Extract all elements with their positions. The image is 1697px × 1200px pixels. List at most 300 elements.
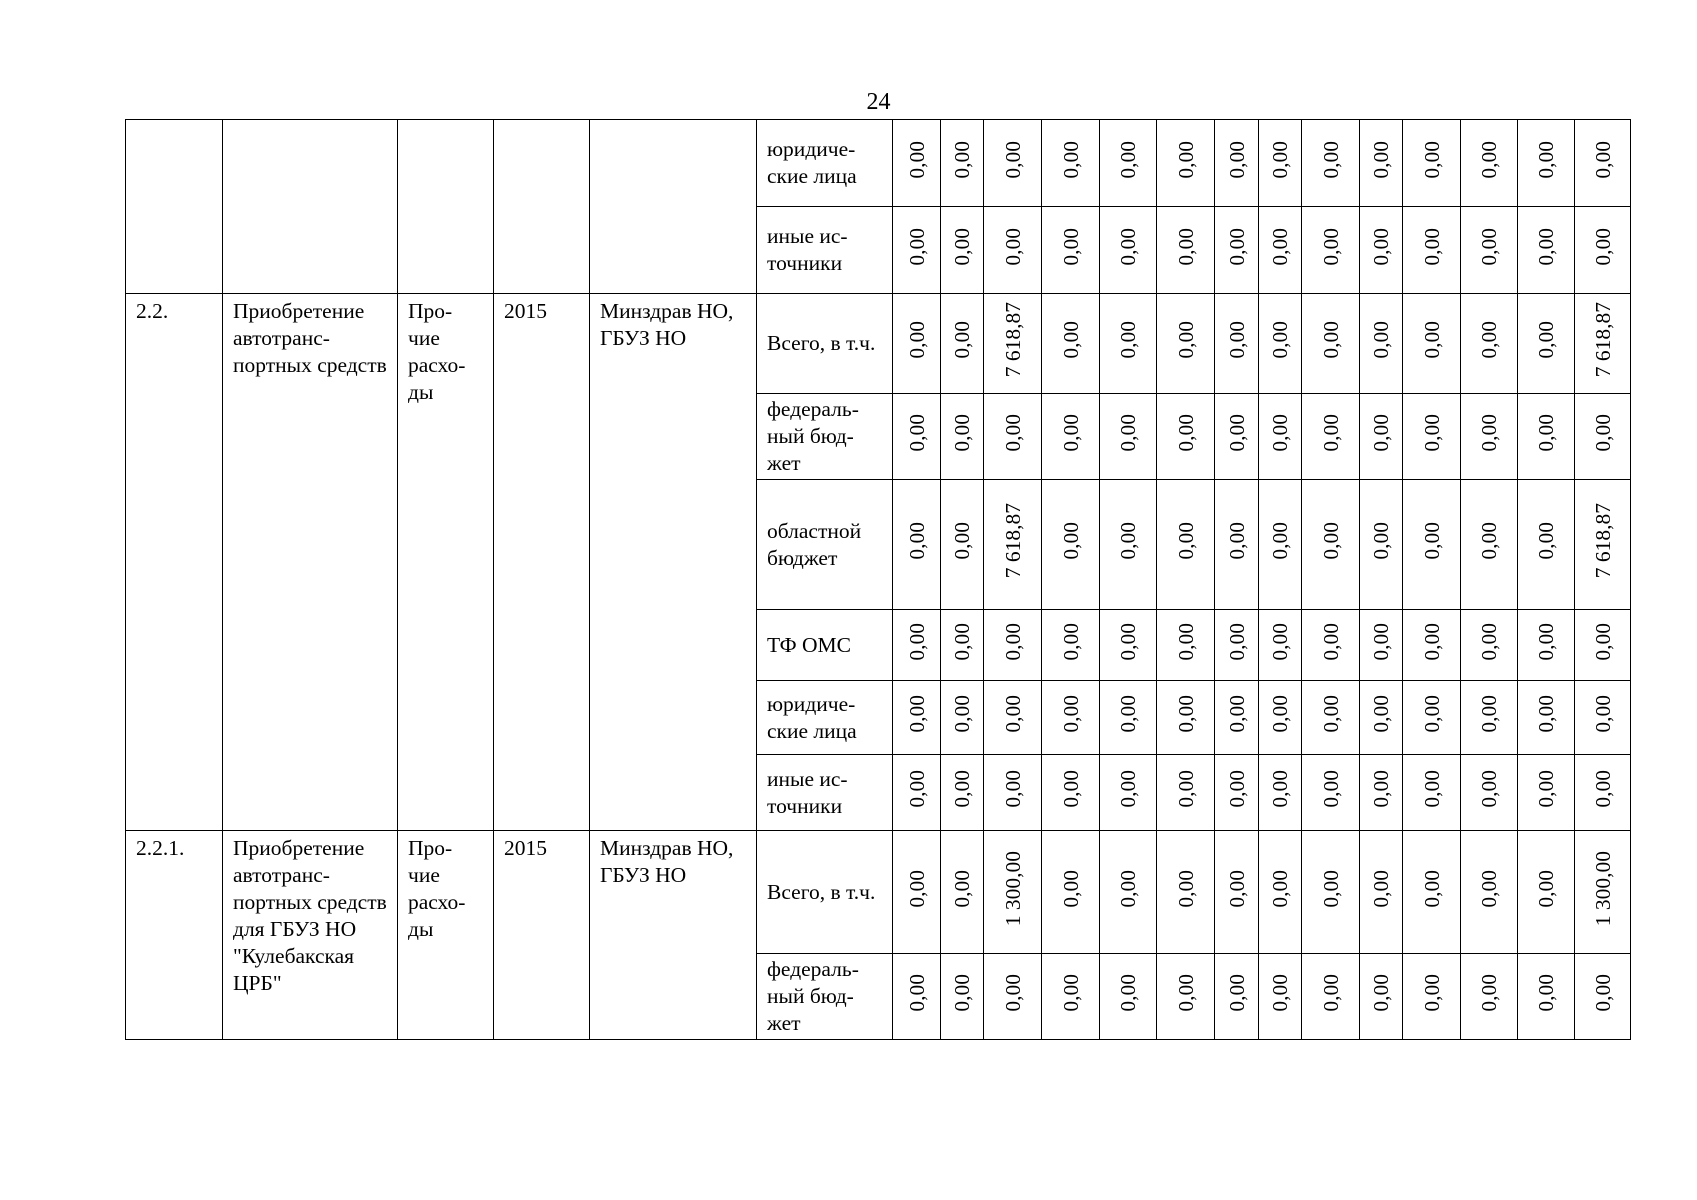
cell-value: [1042, 755, 1100, 831]
value-text: 0,00: [1058, 974, 1083, 1012]
cell-value: [1518, 207, 1575, 294]
cell-value: [1518, 120, 1575, 207]
cell-value: [941, 610, 984, 681]
cell-value: [1157, 610, 1215, 681]
cell-value: [1575, 207, 1631, 294]
value-text: 7 618,87: [1590, 503, 1615, 579]
cell-value: [1157, 120, 1215, 207]
value-text: 0,00: [1173, 695, 1198, 733]
cell-value: [1360, 480, 1403, 610]
value-text: 7 618,87: [1000, 302, 1025, 378]
cell-value: [984, 480, 1042, 610]
cell-value: [1215, 681, 1259, 755]
value-text: 0,00: [950, 140, 974, 179]
value-text: 0,00: [904, 522, 929, 560]
value-text: 0,00: [1173, 227, 1198, 266]
cell-name: Приобретение автотранс-портных средств для ГБУЗ НО "Кулебакская ЦРБ": [223, 831, 398, 1040]
cell-value: [1302, 394, 1360, 480]
value-text: 0,00: [950, 869, 974, 908]
value-text: 0,00: [1534, 974, 1558, 1012]
cell-value: [1360, 294, 1403, 394]
value-text: 0,00: [1369, 622, 1393, 661]
value-text: 0,00: [1268, 974, 1292, 1012]
value-text: 0,00: [1116, 974, 1140, 1012]
cell-value: [1461, 294, 1518, 394]
cell-value: [1518, 294, 1575, 394]
value-text: 0,00: [1268, 869, 1292, 908]
table-row: [126, 120, 1631, 207]
table-body: [126, 120, 1631, 1040]
value-text: 0,00: [1318, 622, 1343, 661]
cell-value: [1215, 120, 1259, 207]
cell-value: [984, 294, 1042, 394]
value-text: 0,00: [1173, 522, 1198, 560]
value-text: 0,00: [1477, 622, 1501, 661]
value-text: 0,00: [950, 321, 974, 359]
cell-value: [1100, 610, 1157, 681]
value-text: 0,00: [1419, 974, 1444, 1012]
value-text: 0,00: [1590, 974, 1615, 1012]
cell-value: [1259, 831, 1302, 954]
cell-value: [1042, 610, 1100, 681]
value-text: 0,00: [1419, 321, 1444, 359]
value-text: 0,00: [1318, 227, 1343, 266]
value-text: 0,00: [1116, 522, 1140, 560]
value-text: 0,00: [950, 770, 974, 808]
cell-value: [893, 831, 941, 954]
cell-value: [1461, 831, 1518, 954]
cell-value: [1215, 954, 1259, 1040]
value-text: 0,00: [1369, 974, 1393, 1012]
cell-value: [1042, 480, 1100, 610]
cell-value: [1215, 610, 1259, 681]
value-text: 0,00: [1224, 227, 1249, 266]
value-text: 0,00: [1268, 522, 1292, 560]
cell-value: [941, 394, 984, 480]
cell-value: [893, 480, 941, 610]
cell-value: [1518, 394, 1575, 480]
cell-value: [1302, 610, 1360, 681]
value-text: 0,00: [950, 622, 974, 661]
cell-funding-source: федераль-ный бюд-жет: [757, 394, 893, 480]
value-text: 0,00: [1058, 869, 1083, 908]
cell-value: [1302, 207, 1360, 294]
cell-value: [1302, 120, 1360, 207]
value-text: 0,00: [1590, 140, 1615, 179]
cell-value: [893, 755, 941, 831]
value-text: 0,00: [1173, 140, 1198, 179]
cell-number: 2.2.1.: [126, 831, 223, 1040]
cell-value: [941, 831, 984, 954]
value-text: 0,00: [1477, 414, 1501, 452]
cell-value: [1403, 480, 1461, 610]
cell-value: [1259, 207, 1302, 294]
cell-value: [1403, 294, 1461, 394]
cell-value: [1259, 294, 1302, 394]
value-text: 0,00: [1116, 227, 1140, 266]
value-text: 0,00: [1477, 695, 1501, 733]
cell-value: [1461, 681, 1518, 755]
value-text: 0,00: [1534, 140, 1558, 179]
value-text: 0,00: [904, 140, 929, 179]
cell-name: [223, 120, 398, 294]
value-text: 0,00: [1369, 321, 1393, 359]
page-number: 24: [866, 89, 891, 115]
value-text: 0,00: [1224, 869, 1249, 908]
cell-executor: [590, 120, 757, 294]
value-text: 0,00: [1116, 695, 1140, 733]
cell-value: [941, 120, 984, 207]
cell-value: [941, 294, 984, 394]
cell-value: [1518, 831, 1575, 954]
value-text: 0,00: [1419, 522, 1444, 560]
cell-name: Приобретение автотранс-портных средств: [223, 294, 398, 831]
cell-value: [984, 954, 1042, 1040]
cell-value: [1100, 294, 1157, 394]
value-text: 0,00: [1318, 414, 1343, 452]
value-text: 0,00: [1173, 321, 1198, 359]
cell-value: [1302, 294, 1360, 394]
cell-funding-source: Всего, в т.ч.: [757, 831, 893, 954]
value-text: 1 300,00: [1590, 850, 1615, 927]
value-text: 0,00: [1173, 869, 1198, 908]
value-text: 0,00: [1534, 869, 1558, 908]
cell-funding-source: иные ис-точники: [757, 207, 893, 294]
value-text: 0,00: [1000, 695, 1025, 733]
value-text: 0,00: [1534, 770, 1558, 808]
value-text: 0,00: [904, 622, 929, 661]
cell-value: [984, 207, 1042, 294]
value-text: 0,00: [1000, 140, 1025, 179]
value-text: 0,00: [1534, 522, 1558, 560]
cell-year: [494, 120, 590, 294]
value-text: 0,00: [904, 869, 929, 908]
value-text: 0,00: [1419, 695, 1444, 733]
cell-value: [1360, 394, 1403, 480]
value-text: 0,00: [1318, 974, 1343, 1012]
cell-value: [1259, 681, 1302, 755]
value-text: 0,00: [1318, 522, 1343, 560]
value-text: 0,00: [1318, 869, 1343, 908]
cell-value: [1575, 294, 1631, 394]
cell-value: [1259, 120, 1302, 207]
cell-value: [1575, 954, 1631, 1040]
cell-number: [126, 120, 223, 294]
value-text: 0,00: [1477, 974, 1501, 1012]
value-text: 0,00: [1590, 414, 1615, 452]
cell-value: [1461, 755, 1518, 831]
value-text: 1 300,00: [1000, 850, 1025, 927]
value-text: 7 618,87: [1000, 503, 1025, 579]
value-text: 0,00: [1318, 140, 1343, 179]
cell-value: [984, 681, 1042, 755]
cell-value: [1157, 394, 1215, 480]
cell-value: [1259, 755, 1302, 831]
value-text: 0,00: [1318, 770, 1343, 808]
value-text: 0,00: [1534, 227, 1558, 266]
value-text: 0,00: [1477, 140, 1501, 179]
value-text: 0,00: [1590, 695, 1615, 733]
value-text: 0,00: [1419, 140, 1444, 179]
value-text: 0,00: [1224, 522, 1249, 560]
cell-value: [893, 681, 941, 755]
cell-value: [1042, 394, 1100, 480]
cell-value: [1518, 755, 1575, 831]
cell-value: [1259, 480, 1302, 610]
cell-value: [1518, 954, 1575, 1040]
value-text: 0,00: [1419, 414, 1444, 452]
cell-value: [1100, 755, 1157, 831]
value-text: 7 618,87: [1590, 302, 1615, 378]
value-text: 0,00: [1173, 414, 1198, 452]
cell-value: [1302, 831, 1360, 954]
value-text: 0,00: [1000, 974, 1025, 1012]
cell-value: [1575, 681, 1631, 755]
value-text: 0,00: [1477, 321, 1501, 359]
value-text: 0,00: [1318, 695, 1343, 733]
value-text: 0,00: [1268, 227, 1292, 266]
cell-funding-source: юридиче-ские лица: [757, 681, 893, 755]
cell-funding-source: ТФ ОМС: [757, 610, 893, 681]
value-text: 0,00: [1000, 622, 1025, 661]
value-text: 0,00: [1000, 227, 1025, 266]
value-text: 0,00: [950, 227, 974, 266]
value-text: 0,00: [950, 974, 974, 1012]
value-text: 0,00: [1224, 414, 1249, 452]
cell-value: [1157, 294, 1215, 394]
cell-value: [1302, 480, 1360, 610]
cell-value: [1100, 120, 1157, 207]
cell-value: [893, 120, 941, 207]
value-text: 0,00: [950, 414, 974, 452]
cell-value: [1100, 394, 1157, 480]
value-text: 0,00: [904, 770, 929, 808]
cell-value: [984, 831, 1042, 954]
cell-year: 2015: [494, 831, 590, 1040]
cell-value: [893, 954, 941, 1040]
cell-funding-source: иные ис-точники: [757, 755, 893, 831]
cell-value: [1042, 120, 1100, 207]
cell-value: [1461, 610, 1518, 681]
cell-value: [1215, 294, 1259, 394]
cell-value: [1403, 755, 1461, 831]
cell-value: [893, 294, 941, 394]
cell-value: [1302, 755, 1360, 831]
cell-value: [1518, 681, 1575, 755]
cell-funding-source: Всего, в т.ч.: [757, 294, 893, 394]
value-text: 0,00: [904, 974, 929, 1012]
cell-value: [1461, 480, 1518, 610]
value-text: 0,00: [1116, 869, 1140, 908]
cell-value: [1157, 954, 1215, 1040]
value-text: 0,00: [1224, 695, 1249, 733]
cell-value: [1100, 480, 1157, 610]
cell-value: [1042, 207, 1100, 294]
cell-value: [1518, 480, 1575, 610]
cell-value: [1215, 394, 1259, 480]
value-text: 0,00: [1058, 770, 1083, 808]
value-text: 0,00: [1058, 622, 1083, 661]
cell-value: [1042, 294, 1100, 394]
value-text: 0,00: [1173, 770, 1198, 808]
cell-value: [1100, 207, 1157, 294]
value-text: 0,00: [1534, 414, 1558, 452]
value-text: 0,00: [1369, 227, 1393, 266]
cell-funding-source: юридиче-ские лица: [757, 120, 893, 207]
cell-value: [1100, 681, 1157, 755]
value-text: 0,00: [950, 522, 974, 560]
cell-value: [941, 954, 984, 1040]
cell-value: [1259, 394, 1302, 480]
value-text: 0,00: [1116, 770, 1140, 808]
cell-value: [941, 755, 984, 831]
value-text: 0,00: [1000, 770, 1025, 808]
value-text: 0,00: [1534, 321, 1558, 359]
cell-value: [1157, 207, 1215, 294]
cell-value: [1360, 954, 1403, 1040]
cell-value: [1575, 480, 1631, 610]
cell-value: [1403, 120, 1461, 207]
value-text: 0,00: [1116, 414, 1140, 452]
cell-value: [1461, 954, 1518, 1040]
cell-value: [1215, 207, 1259, 294]
cell-value: [1042, 954, 1100, 1040]
cell-value: [1157, 831, 1215, 954]
cell-value: [1403, 207, 1461, 294]
value-text: 0,00: [1534, 622, 1558, 661]
value-text: 0,00: [1369, 869, 1393, 908]
cell-value: [1360, 755, 1403, 831]
cell-value: [1403, 610, 1461, 681]
value-text: 0,00: [1224, 974, 1249, 1012]
value-text: 0,00: [1419, 622, 1444, 661]
cell-value: [1042, 681, 1100, 755]
cell-value: [1403, 681, 1461, 755]
value-text: 0,00: [904, 321, 929, 359]
value-text: 0,00: [1477, 869, 1501, 908]
cell-value: [1575, 831, 1631, 954]
cell-value: [1360, 120, 1403, 207]
cell-value: [1518, 610, 1575, 681]
value-text: 0,00: [1534, 695, 1558, 733]
cell-value: [1259, 954, 1302, 1040]
value-text: 0,00: [1058, 140, 1083, 179]
cell-value: [984, 610, 1042, 681]
value-text: 0,00: [1224, 321, 1249, 359]
value-text: 0,00: [1116, 622, 1140, 661]
value-text: 0,00: [1224, 622, 1249, 661]
value-text: 0,00: [1369, 414, 1393, 452]
cell-value: [1215, 755, 1259, 831]
value-text: 0,00: [950, 695, 974, 733]
cell-value: [1042, 831, 1100, 954]
cell-value: [893, 207, 941, 294]
value-text: 0,00: [1369, 695, 1393, 733]
value-text: 0,00: [1268, 622, 1292, 661]
value-text: 0,00: [1369, 770, 1393, 808]
value-text: 0,00: [1058, 695, 1083, 733]
value-text: 0,00: [1268, 414, 1292, 452]
cell-executor: Минздрав НО, ГБУЗ НО: [590, 831, 757, 1040]
cell-type: Про-чие расхо-ды: [398, 831, 494, 1040]
cell-value: [1100, 954, 1157, 1040]
value-text: 0,00: [1369, 522, 1393, 560]
value-text: 0,00: [1268, 770, 1292, 808]
cell-value: [941, 681, 984, 755]
value-text: 0,00: [1419, 227, 1444, 266]
cell-value: [893, 610, 941, 681]
table-row: [126, 831, 1631, 954]
cell-value: [1403, 394, 1461, 480]
value-text: 0,00: [1268, 140, 1292, 179]
cell-funding-source: областной бюджет: [757, 480, 893, 610]
cell-value: [1302, 681, 1360, 755]
cell-number: 2.2.: [126, 294, 223, 831]
cell-value: [1403, 831, 1461, 954]
cell-value: [1100, 831, 1157, 954]
cell-value: [1575, 610, 1631, 681]
cell-value: [1461, 207, 1518, 294]
table-row: [126, 294, 1631, 394]
funding-table: [125, 119, 1631, 1040]
cell-value: [1259, 610, 1302, 681]
value-text: 0,00: [1173, 974, 1198, 1012]
cell-value: [1302, 954, 1360, 1040]
value-text: 0,00: [904, 227, 929, 266]
cell-value: [1157, 480, 1215, 610]
value-text: 0,00: [1058, 414, 1083, 452]
cell-value: [1215, 480, 1259, 610]
value-text: 0,00: [1590, 227, 1615, 266]
value-text: 0,00: [1419, 770, 1444, 808]
cell-funding-source: федераль-ный бюд-жет: [757, 954, 893, 1040]
cell-value: [1461, 394, 1518, 480]
value-text: 0,00: [1318, 321, 1343, 359]
value-text: 0,00: [1419, 869, 1444, 908]
cell-value: [984, 120, 1042, 207]
value-text: 0,00: [1058, 522, 1083, 560]
value-text: 0,00: [1058, 227, 1083, 266]
cell-value: [1157, 755, 1215, 831]
value-text: 0,00: [1058, 321, 1083, 359]
cell-type: Про-чие расхо-ды: [398, 294, 494, 831]
value-text: 0,00: [1268, 321, 1292, 359]
cell-value: [1575, 120, 1631, 207]
cell-value: [1215, 831, 1259, 954]
cell-value: [1575, 755, 1631, 831]
cell-value: [1360, 207, 1403, 294]
cell-value: [893, 394, 941, 480]
cell-value: [941, 207, 984, 294]
cell-type: [398, 120, 494, 294]
cell-value: [1157, 681, 1215, 755]
cell-value: [984, 755, 1042, 831]
cell-value: [1360, 831, 1403, 954]
value-text: 0,00: [1116, 321, 1140, 359]
value-text: 0,00: [1369, 140, 1393, 179]
cell-value: [1461, 120, 1518, 207]
value-text: 0,00: [1590, 770, 1615, 808]
cell-value: [1360, 681, 1403, 755]
cell-value: [1403, 954, 1461, 1040]
cell-value: [1360, 610, 1403, 681]
value-text: 0,00: [904, 414, 929, 452]
value-text: 0,00: [1268, 695, 1292, 733]
cell-executor: Минздрав НО, ГБУЗ НО: [590, 294, 757, 831]
cell-value: [941, 480, 984, 610]
value-text: 0,00: [1000, 414, 1025, 452]
value-text: 0,00: [1116, 140, 1140, 179]
